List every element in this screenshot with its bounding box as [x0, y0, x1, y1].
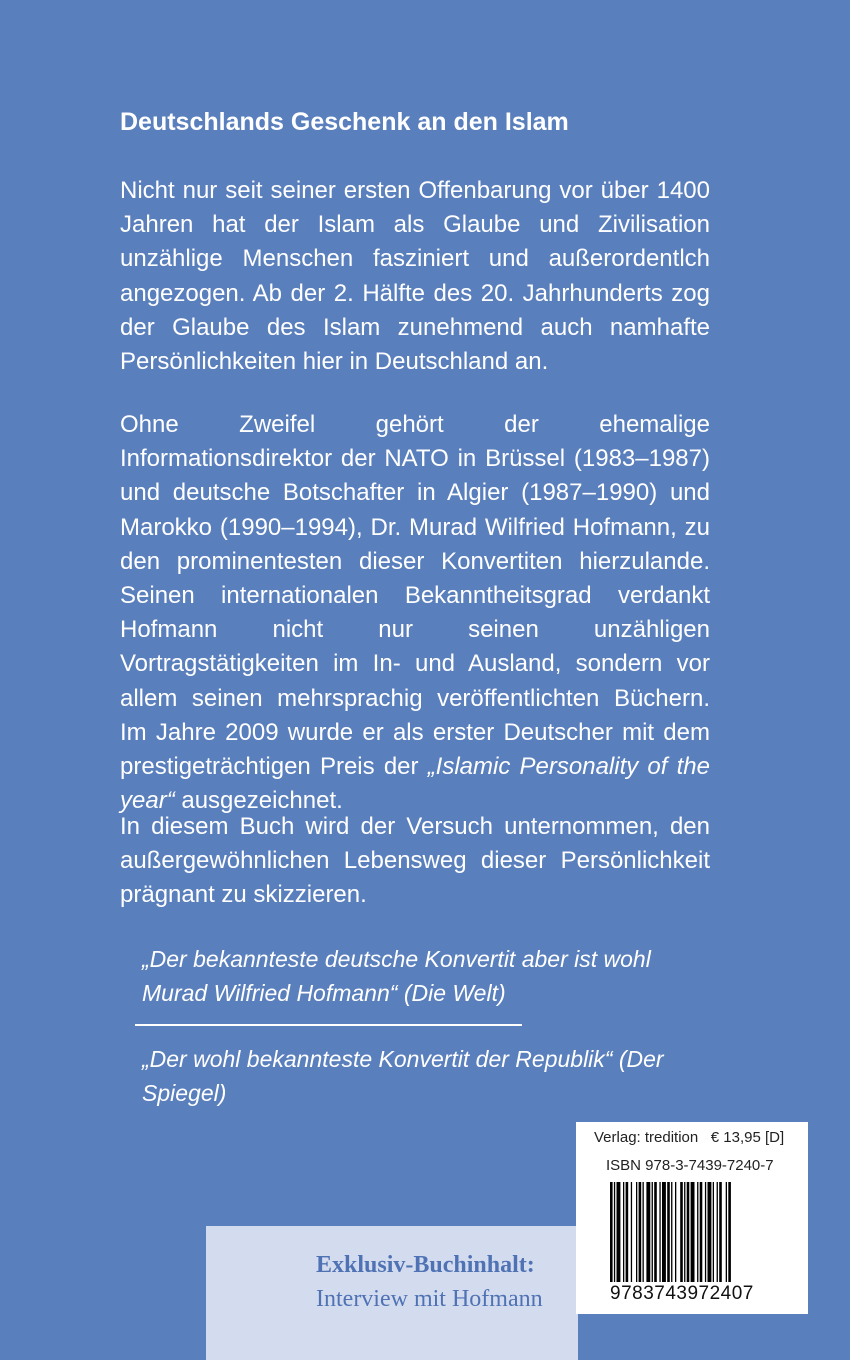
page-title: Deutschlands Geschenk an den Islam — [120, 108, 569, 136]
biography-text: Ohne Zweifel gehört der ehemalige Informationsdirektor der NATO in Brüssel (1983–1987) und deutsche Botschafter in Algier (1987–1990) und Marokko (1990–1994), Dr. Murad Wilfried Hofmann, zu den prominentesten dieser Konvertiten hierzulande. Seinen internationalen Bekanntheitsgrad verdankt Hofmann nicht nur seinen unzähligen Vortragstätigkeiten im In- und Ausland, sondern vor allem seinen mehrsprachig veröffentlichten Büchern. Im Jahre 2009 wurde er als erster Deutscher mit dem prestigeträchtigen Preis der — [120, 411, 710, 781]
barcode-bar — [614, 1182, 615, 1282]
barcode-bar — [717, 1182, 718, 1282]
barcode-bar — [728, 1182, 731, 1282]
barcode-bar — [643, 1182, 644, 1282]
barcode-bar — [652, 1182, 653, 1282]
barcode-bar — [708, 1182, 712, 1282]
publisher: Verlag: tredition — [594, 1129, 699, 1146]
barcode-bar — [636, 1182, 637, 1282]
barcode-bar — [662, 1182, 666, 1282]
barcode-bar — [626, 1182, 629, 1282]
price: € 13,95 [D] — [710, 1129, 785, 1146]
barcode-bar — [654, 1182, 657, 1282]
barcode-bar — [680, 1182, 683, 1282]
barcode-bar — [700, 1182, 703, 1282]
promo-text: Interview mit Hofmann — [316, 1286, 543, 1312]
barcode-number: 9783743972407 — [610, 1283, 754, 1304]
barcode-bar — [646, 1182, 650, 1282]
publisher-price-line — [594, 1128, 804, 1148]
barcode-bar — [623, 1182, 624, 1282]
barcode-image — [610, 1182, 776, 1282]
promo-heading: Exklusiv-Buchinhalt: — [316, 1252, 535, 1278]
barcode-bar — [726, 1182, 727, 1282]
summary-paragraph: In diesem Buch wird der Versuch unternommen, den außergewöhnlichen Lebensweg dieser Persönlichkeit prägnant zu skizzieren. — [120, 813, 710, 909]
intro-paragraph: Nicht nur seit seiner ersten Offenbarung vor über 1400 Jahren hat der Islam als Glaube und Zivilisation unzählige Menschen fasziniert und außerordentlch angezogen. Ab der 2. Hälfte des 20. Jahrhunderts zog der Glaube des Islam zunehmend auch namhafte Persönlichkeiten hier in Deutschland an. — [120, 177, 710, 376]
barcode-bar — [671, 1182, 672, 1282]
barcode-bar — [691, 1182, 695, 1282]
barcode-bar — [659, 1182, 660, 1282]
barcode-bar — [675, 1182, 676, 1282]
barcode-bar — [719, 1182, 722, 1282]
barcode-bar — [667, 1182, 670, 1282]
quote-divider — [135, 1024, 522, 1026]
barcode-bar — [639, 1182, 642, 1282]
biography-paragraph — [120, 408, 710, 818]
barcode-bar — [713, 1182, 714, 1282]
barcode-bar — [697, 1182, 698, 1282]
barcode-bar — [687, 1182, 690, 1282]
barcode-label — [576, 1122, 808, 1314]
biography-ending: ausgezeichnet. — [174, 787, 343, 815]
quote-der-spiegel: „Der wohl bekannteste Konvertit der Republik“ (Der Spiegel) — [142, 1046, 664, 1106]
barcode-bar — [610, 1182, 613, 1282]
barcode-bar — [705, 1182, 706, 1282]
isbn: ISBN 978-3-7439-7240-7 — [606, 1157, 774, 1174]
award-name: „Islamic Personality of the year“ — [120, 753, 710, 815]
barcode-bar — [617, 1182, 621, 1282]
promo-box — [206, 1226, 578, 1360]
barcode-bar — [631, 1182, 632, 1282]
barcode-bar — [684, 1182, 685, 1282]
quote-die-welt: „Der bekannteste deutsche Konvertit aber ist wohl Murad Wilfried Hofmann“ (Die Welt) — [142, 946, 651, 1006]
